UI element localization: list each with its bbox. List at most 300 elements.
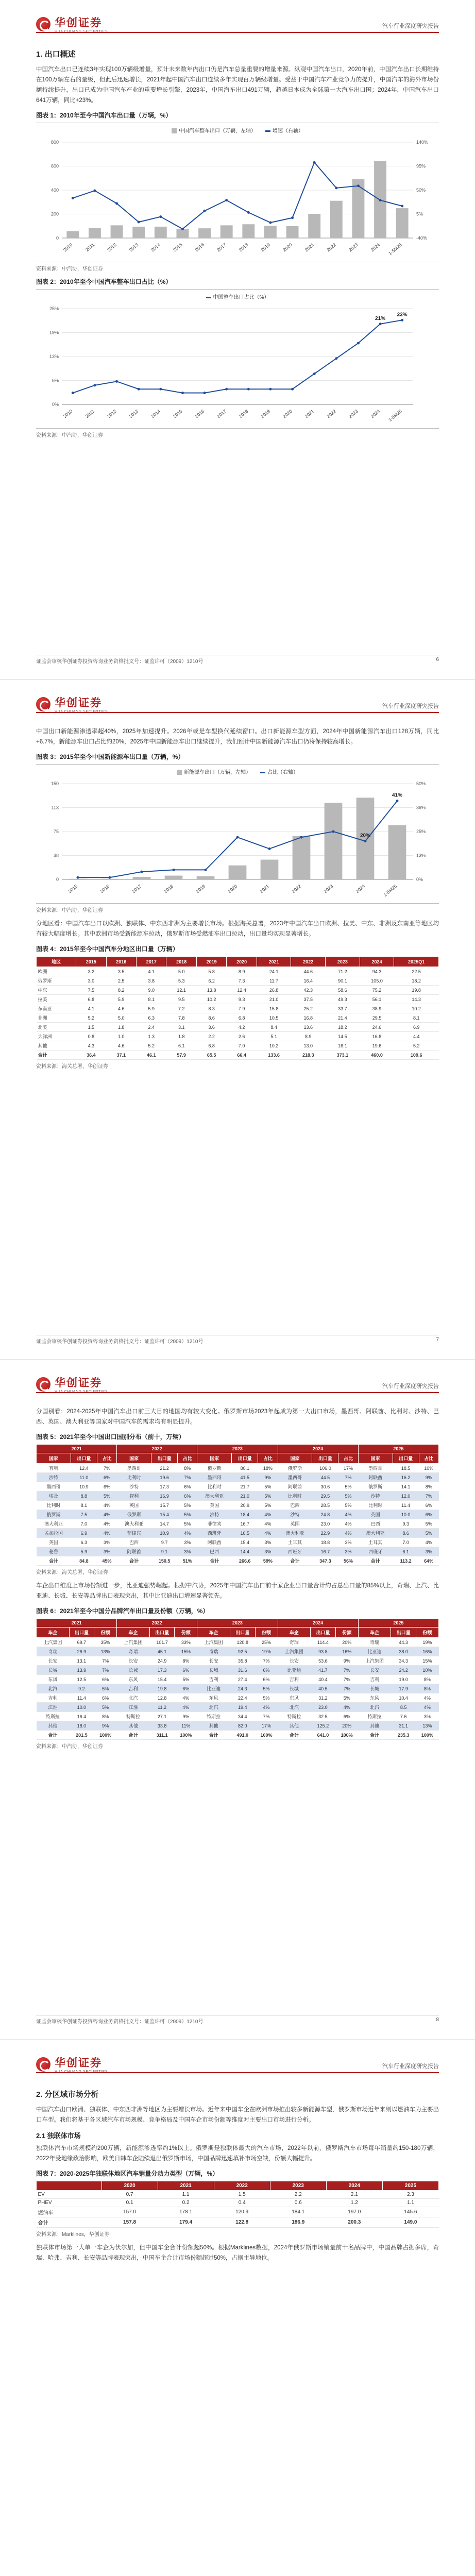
table-cell: 合计 xyxy=(117,1731,150,1740)
table-cell: 184.1 xyxy=(270,2207,326,2217)
table-cell: 6.3 xyxy=(71,1538,97,1547)
table-cell: 吉利 xyxy=(278,1675,311,1684)
line-point xyxy=(109,876,111,879)
table-cell: 33% xyxy=(175,1638,197,1647)
x-tick-label: 2013 xyxy=(128,408,140,419)
table-cell: 1.5 xyxy=(214,2191,270,2199)
table-header: 2020 xyxy=(227,957,257,967)
table-cell: 比利时 xyxy=(117,1473,151,1482)
page-number: 8 xyxy=(436,2017,439,2023)
table-cell: 俄罗斯 xyxy=(278,1464,312,1473)
table-cell: 巴西 xyxy=(197,1547,232,1556)
table-subheader: 国家 xyxy=(358,1453,393,1464)
table-subheader: 占比 xyxy=(97,1453,116,1464)
x-tick-label: 2016 xyxy=(99,883,111,894)
bar xyxy=(357,798,375,879)
bar xyxy=(111,225,123,238)
table-header: 2025Q1 xyxy=(394,957,439,967)
table-cell: 比利时 xyxy=(278,1492,312,1501)
table-cell: 13.1 xyxy=(69,1656,94,1666)
table-cell: 2.1 xyxy=(326,2191,382,2199)
table-row xyxy=(37,1510,439,1519)
bar xyxy=(165,876,183,879)
line-point xyxy=(173,869,175,871)
table-subheader: 车企 xyxy=(278,1628,311,1638)
table-subheader: 占比 xyxy=(338,1453,358,1464)
table-cell: 120.9 xyxy=(214,2207,270,2217)
table-cell: 英国 xyxy=(37,1538,71,1547)
table-cell: 19% xyxy=(255,1647,278,1656)
table-cell: 合计 xyxy=(278,1731,311,1740)
table-cell: 5.9 xyxy=(71,1547,97,1556)
line-point xyxy=(203,392,206,394)
figure-source: 资料来源：中汽协，华创证券 xyxy=(36,433,103,438)
table-cell: 100% xyxy=(416,1731,438,1740)
table-cell: 5% xyxy=(258,1482,278,1492)
report-type: 汽车行业深度研究报告 xyxy=(382,23,439,29)
table-cell: 24.2 xyxy=(391,1666,416,1675)
table-cell: 0.7 xyxy=(101,2191,158,2199)
table-cell: 3% xyxy=(416,1712,438,1721)
table-cell: 西班牙 xyxy=(358,1547,393,1556)
table-cell: 比利时 xyxy=(37,1501,71,1510)
page-number: 6 xyxy=(436,657,439,663)
figure-source: 资料来源：中汽协，华创证券 xyxy=(36,908,103,913)
table-cell: 4% xyxy=(338,1519,358,1529)
table-header: 2022 xyxy=(214,2181,270,2191)
table-cell: 上汽集团 xyxy=(358,1656,391,1666)
table-cell: 英国 xyxy=(358,1510,393,1519)
table-subheader: 占比 xyxy=(178,1453,197,1464)
table-cell: 18% xyxy=(258,1464,278,1473)
table-cell: 9% xyxy=(175,1712,197,1721)
table-subheader: 国家 xyxy=(278,1453,312,1464)
table-cell: 1.3 xyxy=(137,1032,166,1041)
x-tick-label: 2014 xyxy=(150,408,162,419)
table-cell: 17% xyxy=(338,1464,358,1473)
table-cell: 12.5 xyxy=(69,1675,94,1684)
table-subheader: 国家 xyxy=(117,1453,151,1464)
x-tick-label: 1-5M25 xyxy=(382,883,398,898)
table-cell: 合计 xyxy=(37,1731,70,1740)
table-cell: 东风 xyxy=(197,1693,230,1703)
table-cell: 14.3 xyxy=(394,995,439,1004)
table-cell: 比亚迪 xyxy=(197,1684,230,1693)
table-cell: 7% xyxy=(94,1666,117,1675)
table-cell: 俄罗斯 xyxy=(37,976,76,986)
table-cell: 阿联酋 xyxy=(278,1482,312,1492)
table-cell: 0.6 xyxy=(270,2199,326,2207)
logo-cn: 华创证券 xyxy=(55,697,102,709)
table-header: 2024 xyxy=(360,957,394,967)
table-cell: 5.2 xyxy=(394,1041,439,1050)
table-cell: 8.1 xyxy=(71,1501,97,1510)
table-cell: 5.1 xyxy=(257,1032,291,1041)
y-tick-label: 6% xyxy=(52,378,59,383)
table-cell: 13% xyxy=(94,1647,117,1656)
table-cell: 71.2 xyxy=(326,967,360,976)
table-cell: 179.4 xyxy=(158,2217,214,2228)
table-cell: 合计 xyxy=(358,1556,393,1566)
table-cell: 10.2 xyxy=(394,1004,439,1013)
table-cell: 11.0 xyxy=(71,1473,97,1482)
logo-mark-icon xyxy=(36,697,50,711)
company-logo xyxy=(36,14,108,33)
figure-source: 资料来源：海关总署，华创证券 xyxy=(36,1570,108,1575)
x-tick-label: 2011 xyxy=(84,242,96,252)
table-cell: 7.3 xyxy=(227,976,257,986)
table-cell: 英国 xyxy=(197,1501,232,1510)
table-cell: 8.2 xyxy=(106,986,136,995)
table-cell: 92.5 xyxy=(230,1647,256,1656)
table-subheader: 出口量 xyxy=(232,1453,258,1464)
table-cell: 42.3 xyxy=(291,986,326,995)
table-cell: 2.2 xyxy=(270,2191,326,2199)
table-year-header: 2024 xyxy=(278,1445,358,1453)
table-cell: 3% xyxy=(258,1547,278,1556)
table-cell: 沙特 xyxy=(37,1473,71,1482)
page-3 xyxy=(0,1360,475,2040)
table-subheader: 国家 xyxy=(37,1453,71,1464)
table-cell: 17.3 xyxy=(149,1666,175,1675)
line-point xyxy=(313,372,316,375)
table-cell: 英国 xyxy=(278,1519,312,1529)
table-header: 地区 xyxy=(37,957,76,967)
table-cell: 上汽集团 xyxy=(117,1638,150,1647)
legend-item-bar: 新能源车出口（万辆，左轴） xyxy=(177,768,251,775)
table-cell: 5% xyxy=(258,1501,278,1510)
x-tick-label: 2019 xyxy=(195,883,207,894)
table-cell: 16% xyxy=(335,1647,358,1656)
table-cell: 上汽集团 xyxy=(197,1638,230,1647)
table-cell: 133.6 xyxy=(257,1050,291,1060)
table-cell: 64% xyxy=(419,1556,438,1566)
table-cell: 墨西哥 xyxy=(278,1473,312,1482)
line-point xyxy=(77,876,79,879)
table-cell: 37.5 xyxy=(291,995,326,1004)
table-cell: 8% xyxy=(416,1684,438,1693)
x-tick-label: 2019 xyxy=(260,408,272,419)
table-cell: 641.0 xyxy=(311,1731,336,1740)
table-cell: 22.9 xyxy=(312,1529,338,1538)
company-logo xyxy=(36,1375,108,1394)
x-tick-label: 2021 xyxy=(303,242,315,253)
x-tick-label: 2015 xyxy=(172,242,183,253)
x-tick-label: 2014 xyxy=(150,242,162,253)
bar xyxy=(261,860,279,879)
x-tick-label: 2022 xyxy=(291,883,302,894)
table-cell: 10% xyxy=(416,1666,438,1675)
x-tick-label: 1-5M25 xyxy=(387,242,403,257)
table-cell: 12.4 xyxy=(71,1464,97,1473)
table-cell: 3.5 xyxy=(106,967,136,976)
table-cell: 4.2 xyxy=(227,1023,257,1032)
table-cell: 4% xyxy=(258,1519,278,1529)
paragraph: 独联体汽车市场规模约200万辆，新能源渗透率约1%以上。俄罗斯是独联体最大的汽车市场，2022年以前，俄罗斯汽车市场每年销量约150-180万辆，2022年受地缘政治影响，欧美日韩车企陆续退出俄罗斯市场，中国品牌迅速填补市场空缺，份额大幅提升。 xyxy=(36,2145,439,2162)
table-cell: 19.0 xyxy=(391,1675,416,1684)
table-cell: 5% xyxy=(419,1529,438,1538)
table-cell: 197.0 xyxy=(326,2207,382,2217)
figure-title: 图表 5：2021年至今中国出口国别分布（前十，万辆） xyxy=(36,1433,185,1440)
table-cell: 9% xyxy=(258,1473,278,1482)
x-tick-label: 2010 xyxy=(62,408,74,419)
chart-2-container xyxy=(36,289,439,429)
line-point xyxy=(300,836,303,839)
table-cell: 4% xyxy=(97,1501,116,1510)
page-1 xyxy=(0,0,475,680)
table-cell: 澳大利亚 xyxy=(117,1519,151,1529)
table-cell: 35.8 xyxy=(230,1656,256,1666)
table-cell: 10.0 xyxy=(393,1510,419,1519)
x-tick-label: 2017 xyxy=(131,883,143,894)
table-cell: 5% xyxy=(97,1492,116,1501)
x-tick-label: 2024 xyxy=(369,408,381,419)
bar xyxy=(197,876,215,879)
table-cell: 9.7 xyxy=(151,1538,178,1547)
paragraph: 中国汽车出口已连续3年实现100万辆级增量，预计未来数年内出口仍是汽车总量重要的增量来源。纵观中国汽车出口，2020年前，中国汽车出口长期维持在100万辆左右的量级，但此后迅速增长，2021年起中国汽车出口连续多年实现百万辆级增量。受益于中国汽车产业竞争力的提升，中国汽车的海外市场份额持续提升，出口已成为中国汽车产业的重要增长引擎，2023年，中国汽车出口491万辆，超越日本成为全球第一大汽车出口国；2024年，中国汽车出口641万辆，同比+23%。 xyxy=(36,66,439,104)
table-cell: 18.2 xyxy=(394,976,439,986)
y2-tick-label: 25% xyxy=(416,829,426,834)
table-cell: 100% xyxy=(94,1731,117,1740)
table-cell: 17% xyxy=(255,1721,278,1731)
table-subheader: 出口量 xyxy=(391,1628,416,1638)
table-cell: 186.9 xyxy=(270,2217,326,2228)
table-cell: 178.1 xyxy=(158,2207,214,2217)
table-cell: 比亚迪 xyxy=(358,1647,391,1656)
line-point xyxy=(236,836,239,839)
table-cell: 特斯拉 xyxy=(197,1712,230,1721)
line-point xyxy=(72,197,74,199)
figure-source: 资料来源：海关总署，华创证券 xyxy=(36,1064,108,1070)
x-tick-label: 2012 xyxy=(106,408,117,419)
table-cell: 8% xyxy=(94,1712,117,1721)
table-cell: 53.6 xyxy=(311,1656,336,1666)
x-tick-label: 2012 xyxy=(106,242,117,253)
header-divider xyxy=(36,32,439,33)
table-cell: 长城 xyxy=(197,1666,230,1675)
table-total-row xyxy=(37,1556,439,1566)
table-cell: 19% xyxy=(416,1638,438,1647)
x-tick-label: 2023 xyxy=(347,408,359,419)
table-cell: 157.0 xyxy=(101,2207,158,2217)
table-cell: 24.3 xyxy=(230,1684,256,1693)
table-cell: 201.5 xyxy=(69,1731,94,1740)
table-cell: 6.9 xyxy=(394,1023,439,1032)
line-point xyxy=(357,342,360,344)
y2-tick-label: -40% xyxy=(416,235,428,241)
table-year-header: 2021 xyxy=(37,1619,117,1628)
table-cell: 122.8 xyxy=(214,2217,270,2228)
report-type: 汽车行业深度研究报告 xyxy=(382,1383,439,1389)
y-tick-label: 13% xyxy=(49,354,59,359)
table-cell: 16.4 xyxy=(291,976,326,986)
table-cell: 3.0 xyxy=(76,976,106,986)
table-cell: 4% xyxy=(416,1693,438,1703)
table-cell: 25% xyxy=(255,1638,278,1647)
table-cell: 1.0 xyxy=(106,1032,136,1041)
table-cell: 6% xyxy=(178,1492,197,1501)
table-cell: 阿联酋 xyxy=(117,1547,151,1556)
bar xyxy=(242,224,255,238)
table-subheader: 份额 xyxy=(335,1628,358,1638)
chart-1-svg xyxy=(36,135,439,259)
table-cell: 2.5 xyxy=(106,976,136,986)
table-cell: 合计 xyxy=(117,1556,151,1566)
section-title: 2. 分区域市场分析 xyxy=(36,2090,99,2099)
table-cell: 奇瑞 xyxy=(278,1638,311,1647)
table-cell: 18.2 xyxy=(326,1023,360,1032)
table-cell: 大洋洲 xyxy=(37,1032,76,1041)
line-point xyxy=(332,831,335,833)
page-footer xyxy=(36,2017,439,2025)
table-cell: 比利时 xyxy=(358,1501,393,1510)
table-subheader: 出口量 xyxy=(71,1453,97,1464)
table-row xyxy=(37,1464,439,1473)
table-cell: 5% xyxy=(258,1492,278,1501)
table-cell: 9.3 xyxy=(393,1519,419,1529)
table-header: 2019 xyxy=(196,957,226,967)
table-cell: 40.4 xyxy=(311,1675,336,1684)
table-cell: 长城 xyxy=(117,1666,150,1675)
table-cell: 1.8 xyxy=(166,1032,196,1041)
table-cell: 3% xyxy=(178,1538,197,1547)
table-cell: 5.2 xyxy=(76,1013,106,1023)
line-point xyxy=(181,228,184,230)
paragraph: 分地区看：中国汽车出口以欧洲、独联体、中东西非洲为主要增长市场。根据海关总署，2023年中国汽车出口欧洲、拉美、中东、非洲及东南亚等地区均有较大幅度增长。其中欧洲市场受新能源车拉动，俄罗斯市场受燃油车出口拉动，出口量均实现显著增长。 xyxy=(36,921,439,937)
line-point xyxy=(138,221,140,224)
table-cell: 6% xyxy=(419,1510,438,1519)
table-cell: 5% xyxy=(178,1501,197,1510)
table-cell: 491.0 xyxy=(230,1731,256,1740)
table-cell: 4% xyxy=(258,1510,278,1519)
table-subheader: 国家 xyxy=(197,1453,232,1464)
line-point xyxy=(291,216,294,219)
table-row xyxy=(37,967,439,976)
table-row xyxy=(37,1013,439,1023)
table-cell: 长安 xyxy=(358,1666,391,1675)
table-cell: 长安 xyxy=(37,1656,70,1666)
table-cell: 1.1 xyxy=(382,2199,438,2207)
table-cell: 29.5 xyxy=(312,1492,338,1501)
table-cell: 4.4 xyxy=(394,1032,439,1041)
table-cell: 6.8 xyxy=(196,1041,226,1050)
table-year-header: 2022 xyxy=(117,1445,197,1453)
table-cell: 9.1 xyxy=(151,1547,178,1556)
table-cell: 11.7 xyxy=(257,976,291,986)
table-cell: 19.8 xyxy=(149,1684,175,1693)
table-cell: 93.8 xyxy=(311,1647,336,1656)
table-cell: 7.0 xyxy=(227,1041,257,1050)
table-cell: 347.3 xyxy=(312,1556,338,1566)
table-row xyxy=(37,1492,439,1501)
line-point xyxy=(379,323,382,325)
table-subheader: 份额 xyxy=(175,1628,197,1638)
y-tick-label: 0% xyxy=(52,402,59,407)
table-cell: 15.4 xyxy=(232,1538,258,1547)
table-cell: 2.2 xyxy=(196,1032,226,1041)
table-cell: 29.5 xyxy=(360,1013,394,1023)
report-type: 汽车行业深度研究报告 xyxy=(382,2063,439,2070)
table-cell: 北汽 xyxy=(117,1693,150,1703)
table-cell: 4.1 xyxy=(137,967,166,976)
table-cell: 秘鲁 xyxy=(37,1547,71,1556)
table-cell: 34.3 xyxy=(391,1656,416,1666)
table-cell: 5% xyxy=(338,1482,358,1492)
table-cell: 沙特 xyxy=(197,1510,232,1519)
table-cell: 其他 xyxy=(358,1721,391,1731)
line-point xyxy=(203,210,206,212)
table-cell: 13.8 xyxy=(196,986,226,995)
table-year-header: 2021 xyxy=(37,1445,117,1453)
x-tick-label: 2018 xyxy=(163,883,175,894)
table-row xyxy=(37,2199,439,2207)
table-subheader: 出口量 xyxy=(312,1453,338,1464)
data-label: 22% xyxy=(397,312,408,318)
table-cell: 16.8 xyxy=(360,1032,394,1041)
table-cell: 13% xyxy=(416,1721,438,1731)
table-cell: 75.2 xyxy=(360,986,394,995)
table-cell: 4% xyxy=(338,1529,358,1538)
x-tick-label: 2016 xyxy=(194,408,206,419)
table-cell: 100% xyxy=(255,1731,278,1740)
table-cell: 俄罗斯 xyxy=(117,1510,151,1519)
x-tick-label: 2023 xyxy=(347,242,359,253)
table-cell: 5% xyxy=(175,1675,197,1684)
table-cell: 8.6 xyxy=(196,1013,226,1023)
table-cell: 23.0 xyxy=(312,1519,338,1529)
table-cell: 3% xyxy=(419,1547,438,1556)
table-cell: 9.5 xyxy=(166,995,196,1004)
table-cell: 59% xyxy=(258,1556,278,1566)
table-year-header: 2025 xyxy=(358,1445,438,1453)
table-cell: 7% xyxy=(255,1656,278,1666)
table-cell: 江淮 xyxy=(117,1703,150,1712)
paragraph: 车企出口维度上市场份额进一步，比亚迪强势崛起。根据中汽协，2025年中国汽车出口前十家企业出口量合计约占总出口量的85%以上，奇瑞、上汽、比亚迪、长城、长安等品牌出口表现突出，其中比亚迪出口增速显著领先。 xyxy=(36,1583,439,1599)
table-cell: 31.1 xyxy=(391,1721,416,1731)
table-row xyxy=(37,1712,439,1721)
table-cell: 5% xyxy=(335,1693,358,1703)
chart-legend xyxy=(36,293,439,300)
table-cell: 6% xyxy=(97,1482,116,1492)
table-cell: 40.5 xyxy=(311,1684,336,1693)
table-cell: 3.6 xyxy=(196,1023,226,1032)
chart-2-svg xyxy=(36,301,439,425)
figure-source: 资料来源：中汽协，华创证券 xyxy=(36,266,103,272)
line-point xyxy=(159,388,162,391)
legend-item-line: 中国整车出口占比（%） xyxy=(206,293,269,300)
table-cell: 6% xyxy=(94,1693,117,1703)
x-tick-label: 2015 xyxy=(172,408,183,419)
table-cell: 俄罗斯 xyxy=(358,1482,393,1492)
paragraph: 分国别看：2024-2025年中国汽车出口前三大目的地国均有较大变化。俄罗斯市场2023年起成为第一大出口市场，墨西哥、阿联酋、比利时、沙特、巴西、英国、澳大利亚等国家对中国汽车的需求均有明显提升。 xyxy=(36,1409,439,1425)
x-tick-label: 2024 xyxy=(369,242,381,253)
line-point xyxy=(268,848,271,850)
x-tick-label: 2020 xyxy=(227,883,239,894)
line-point xyxy=(291,388,294,391)
table-cell: 非洲 xyxy=(37,1013,76,1023)
table-cell: 9% xyxy=(335,1656,358,1666)
table-cell: 1.2 xyxy=(326,2199,382,2207)
paragraph: 独联体市场第一大单一车企为伏尔加，但中国车企合计份额超50%。根据Marklines数据，2024年俄罗斯市场销量前十名品牌中，中国品牌占据多席，奇瑞、哈弗、吉利、长安等品牌表现突出，中国车企合计市场份额超过50%，占据主导地位。 xyxy=(36,2245,439,2261)
table-cell: 3.1 xyxy=(166,1023,196,1032)
table-cell: 吉利 xyxy=(358,1675,391,1684)
table-cell: 8% xyxy=(175,1656,197,1666)
table-cell: 7% xyxy=(94,1656,117,1666)
table-cell: 3% xyxy=(97,1538,116,1547)
table-cell: 4% xyxy=(258,1529,278,1538)
table-subheader: 出口量 xyxy=(393,1453,419,1464)
table-cell: 20.9 xyxy=(232,1501,258,1510)
